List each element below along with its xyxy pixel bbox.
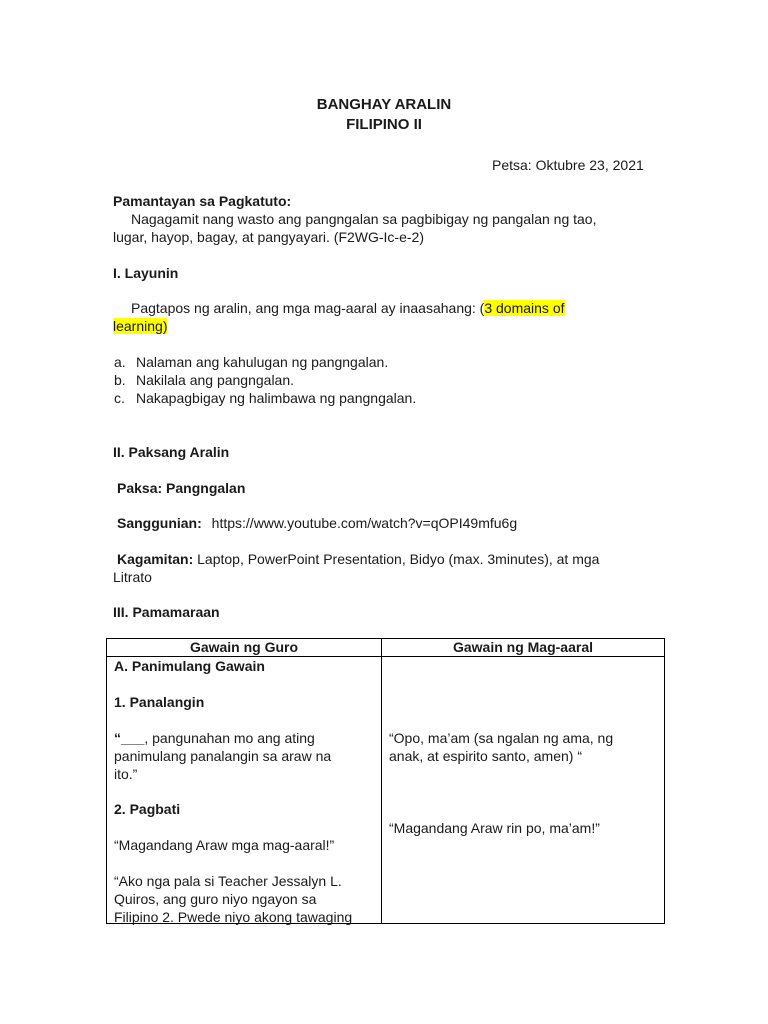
- reference-label: Sanggunian:: [117, 515, 202, 531]
- column-header-student: Gawain ng Mag-aaral: [382, 639, 665, 657]
- teacher-prayer-line-2: panimulang panalangin sa araw na: [114, 748, 332, 764]
- objective-item-b: [114, 371, 295, 389]
- objective-marker: a.: [114, 354, 126, 370]
- objectives-intro-line-1: [131, 299, 565, 317]
- objective-text: Nakilala ang pangngalan.: [136, 372, 295, 388]
- objective-marker: b.: [114, 372, 126, 388]
- table-header-row: [107, 639, 665, 657]
- document-subtitle: FILIPINO II: [346, 116, 422, 133]
- teacher-activity-cell: [107, 657, 382, 924]
- teacher-intro-line-1: “Ako nga pala si Teacher Jessalyn L.: [114, 873, 342, 889]
- document-title: BANGHAY ARALIN: [316, 96, 452, 113]
- step-prayer-heading: 1. Panalangin: [114, 694, 205, 710]
- objective-text: Nakapagbigay ng halimbawa ng pangngalan.: [136, 390, 417, 406]
- subject-matter-heading: II. Paksang Aralin: [113, 444, 230, 460]
- materials-line-1: [117, 550, 599, 568]
- materials-text: Laptop, PowerPoint Presentation, Bidyo (max. 3minutes), at mga: [193, 551, 600, 567]
- objectives-intro-line-2: [113, 317, 167, 335]
- objective-text: Nalaman ang kahulugan ng pangngalan.: [136, 354, 389, 370]
- date-line: Petsa: Oktubre 23, 2021: [492, 157, 644, 173]
- procedure-heading: III. Pamamaraan: [113, 604, 220, 620]
- objectives-intro-text: Pagtapos ng aralin, ang mga mag-aaral ay inaasahang: (: [131, 300, 485, 316]
- student-prayer-line-1: “Opo, ma’am (sa ngalan ng ama, ng: [389, 730, 614, 746]
- prayer-text: , pangunahan mo ang ating: [144, 730, 315, 746]
- procedure-table: [106, 638, 665, 924]
- column-header-teacher: Gawain ng Guro: [107, 639, 382, 657]
- step-greeting-heading: 2. Pagbati: [114, 801, 181, 817]
- teacher-intro-line-2: Quiros, ang guro niyo ngayon sa: [114, 891, 317, 907]
- table-row: [107, 657, 665, 924]
- teacher-greeting: “Magandang Araw mga mag-aaral!”: [114, 837, 335, 853]
- student-activity-cell: [382, 657, 665, 924]
- teacher-prayer-line-1: [114, 729, 315, 747]
- topic-line: Paksa: Pangngalan: [117, 480, 246, 496]
- student-prayer-line-2: anak, at espirito santo, amen) “: [389, 748, 582, 764]
- reference-link[interactable]: https://www.youtube.com/watch?v=qOPI49mfu6g: [211, 515, 518, 531]
- highlighted-note: 3 domains of: [484, 300, 565, 316]
- teacher-intro-line-3: Filipino 2. Pwede niyo akong tawaging: [114, 909, 353, 925]
- objective-marker: c.: [114, 390, 125, 406]
- standard-line-1: Nagagamit nang wasto ang pangngalan sa pagbibigay ng pangalan ng tao,: [131, 211, 597, 227]
- standard-line-2: lugar, hayop, bagay, at pangyayari. (F2WG-Ic-e-2): [113, 229, 424, 245]
- name-blank: “___: [114, 730, 145, 746]
- section-heading: A. Panimulang Gawain: [114, 658, 265, 674]
- objective-item-c: [114, 389, 417, 407]
- objectives-heading: I. Layunin: [113, 265, 179, 281]
- highlighted-note-continued: learning): [113, 318, 168, 334]
- teacher-prayer-line-3: ito.”: [114, 766, 138, 782]
- reference-line: [117, 514, 517, 532]
- student-greeting: “Magandang Araw rin po, ma’am!”: [389, 820, 600, 836]
- objective-item-a: [114, 353, 389, 371]
- standard-heading: Pamantayan sa Pagkatuto:: [113, 193, 292, 209]
- materials-line-2: Litrato: [113, 569, 152, 585]
- materials-label: Kagamitan:: [117, 551, 194, 567]
